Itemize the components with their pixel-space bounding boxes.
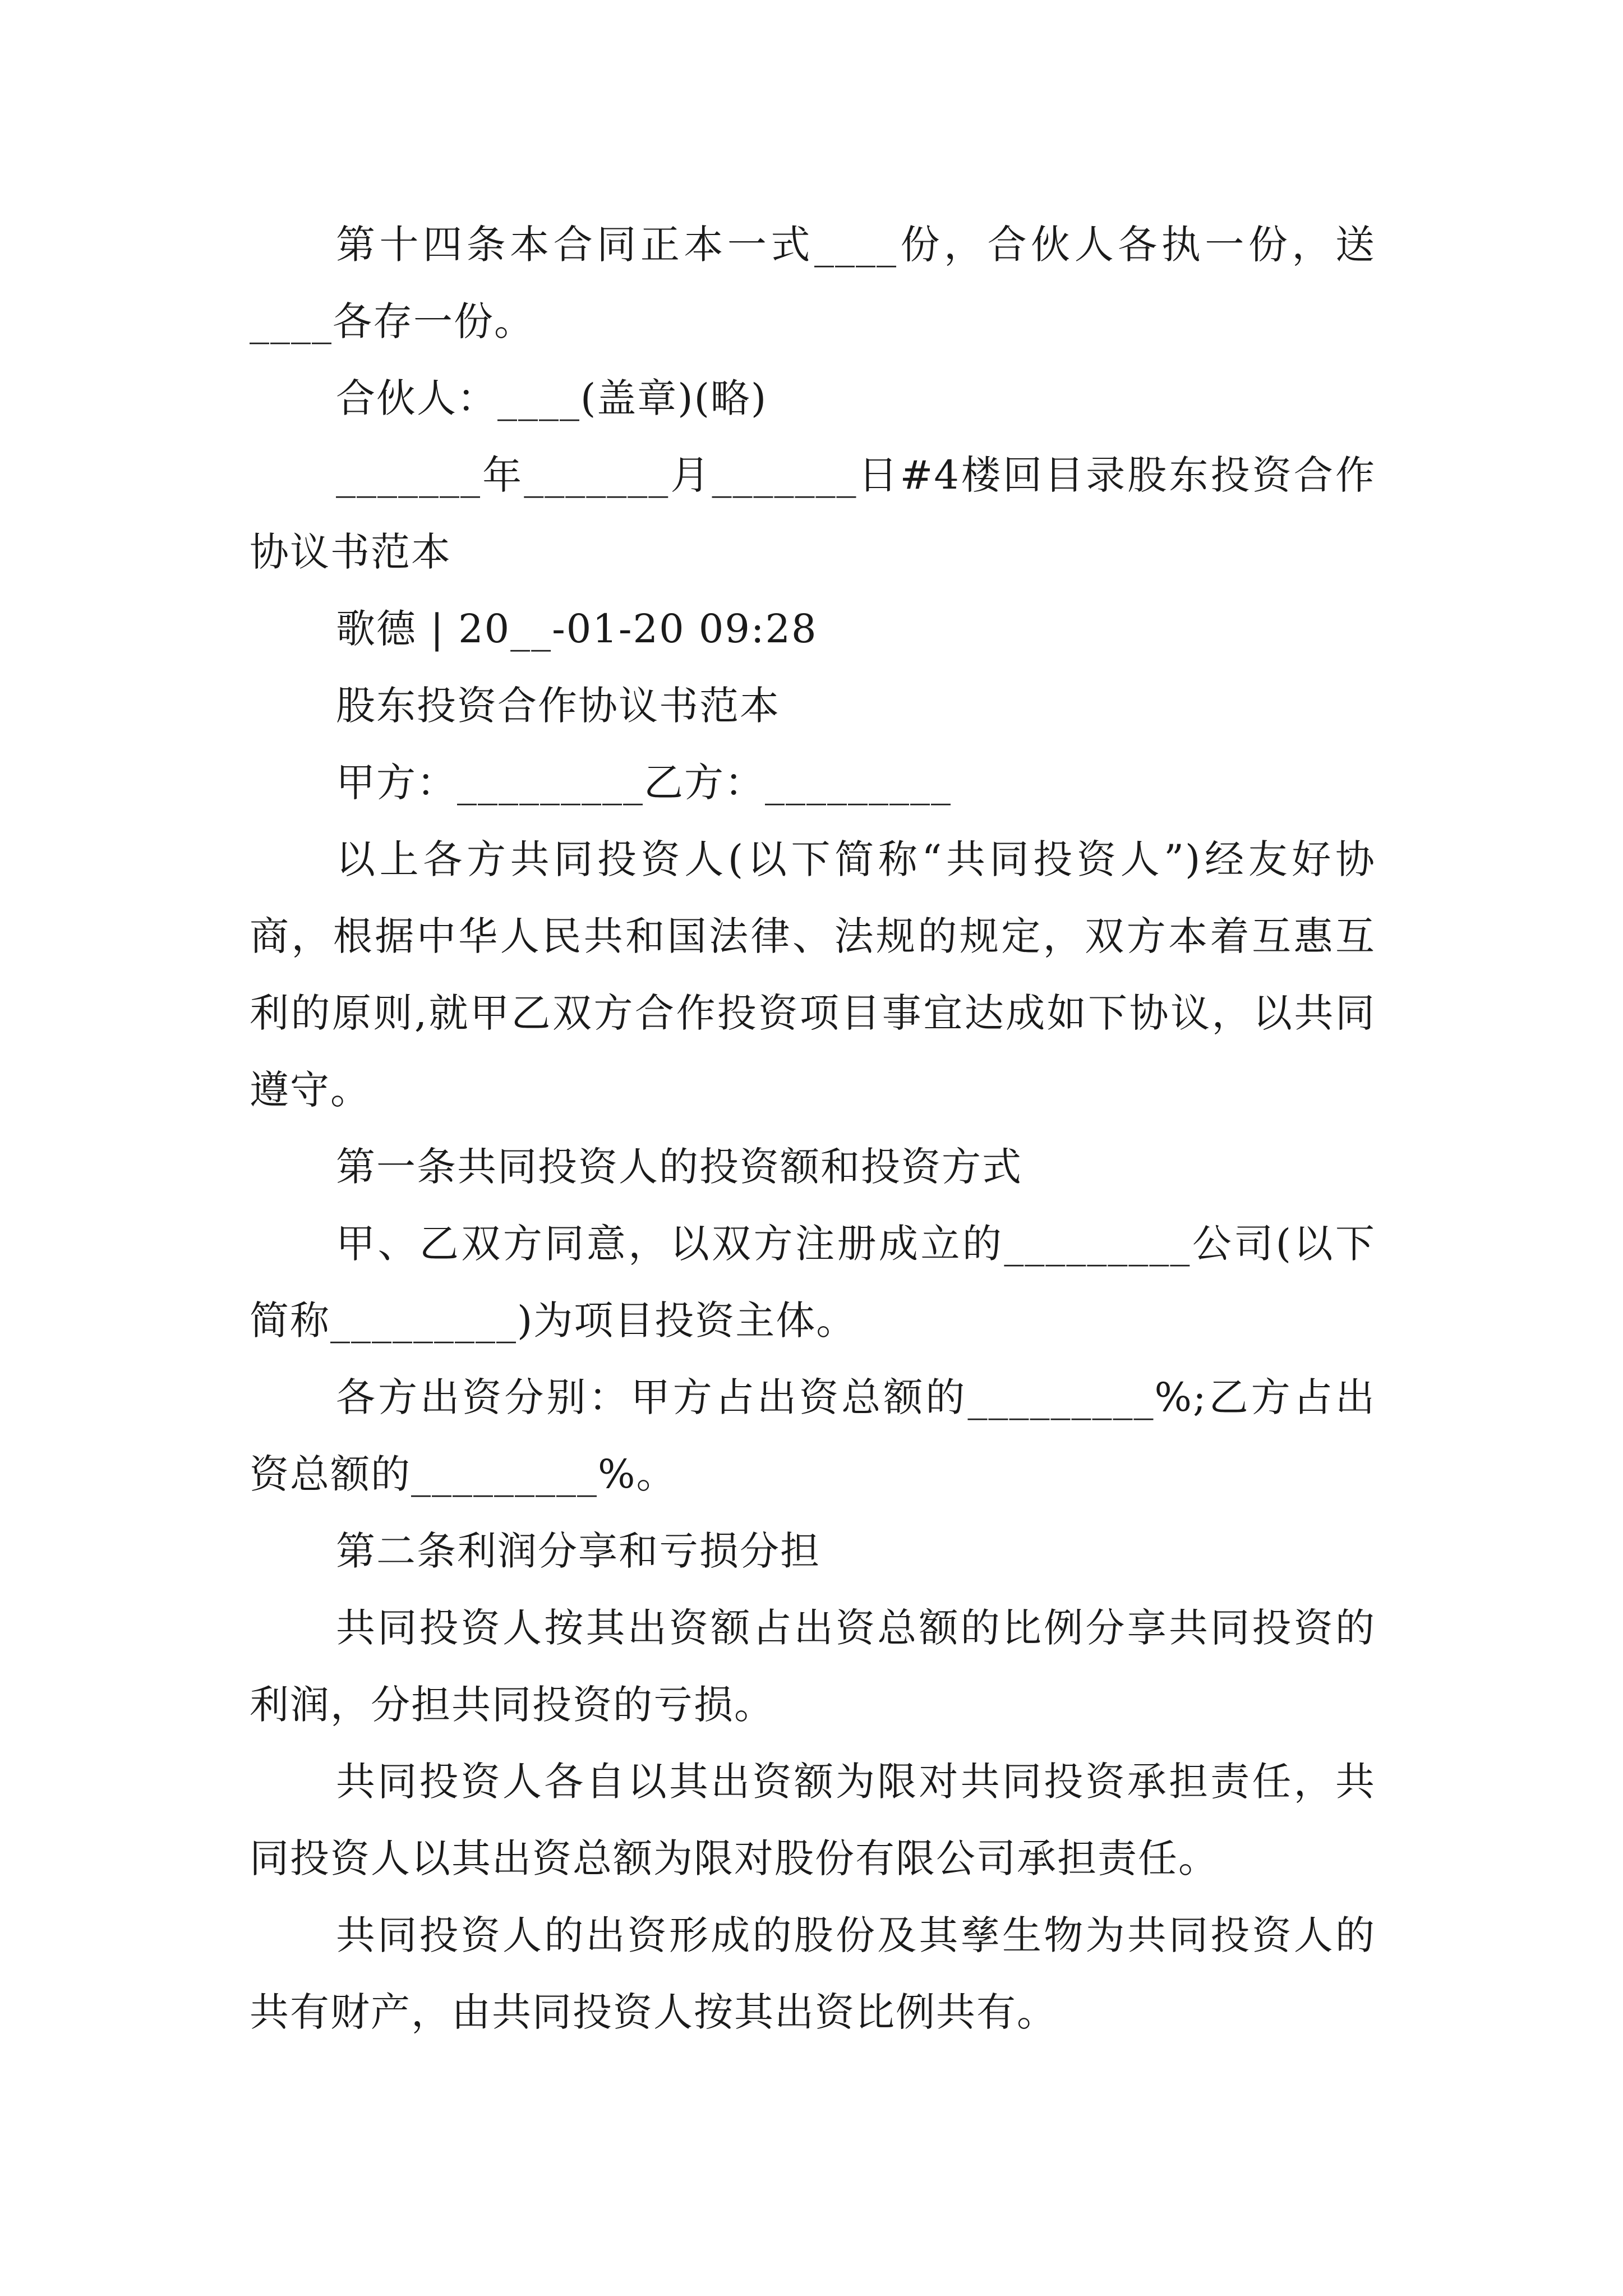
document-title: 股东投资合作协议书范本 xyxy=(336,683,780,729)
paragraph-parties: 甲方：_________乙方：_________ xyxy=(336,760,952,806)
paragraph-liability: 共同投资人各自以其出资额为限对共同投资承担责任，共同投资人以其出资总额为限对股份有限公司承担责任。 xyxy=(250,1759,1376,1881)
paragraph-contribution-shares: 各方出资分别：甲方占出资总额的_________%;乙方占出资总额的_________%。 xyxy=(250,1374,1376,1497)
paragraph-copies-clause: 第十四条本合同正本一式____份，合伙人各执一份，送____各存一份。 xyxy=(250,222,1376,344)
paragraph-author-timestamp: 歌德 | 20__-01-20 09:28 xyxy=(336,606,818,652)
paragraph-partner-seal: 合伙人：____(盖章)(略) xyxy=(336,375,768,421)
article-1-heading: 第一条共同投资人的投资额和投资方式 xyxy=(336,1144,1022,1190)
paragraph-profit-sharing: 共同投资人按其出资额占出资总额的比例分享共同投资的利润，分担共同投资的亏损。 xyxy=(250,1605,1376,1728)
paragraph-investment-entity: 甲、乙双方同意，以双方注册成立的_________公司(以下简称_________)为项目投资主体。 xyxy=(250,1221,1376,1343)
article-2-heading: 第二条利润分享和亏损分担 xyxy=(336,1528,820,1574)
document-body xyxy=(250,206,1376,2051)
paragraph-preamble: 以上各方共同投资人(以下简称“共同投资人”)经友好协商，根据中华人民共和国法律、法规的规定，双方本着互惠互利的原则,就甲乙双方合作投资项目事宜达成如下协议，以共同遵守。 xyxy=(250,836,1376,1113)
paragraph-common-property: 共同投资人的出资形成的股份及其孳生物为共同投资人的共有财产，由共同投资人按其出资比例共有。 xyxy=(250,1912,1376,2035)
paragraph-date-line: _______年_______月_______日#4楼回目录股东投资合作协议书范本 xyxy=(250,452,1376,575)
